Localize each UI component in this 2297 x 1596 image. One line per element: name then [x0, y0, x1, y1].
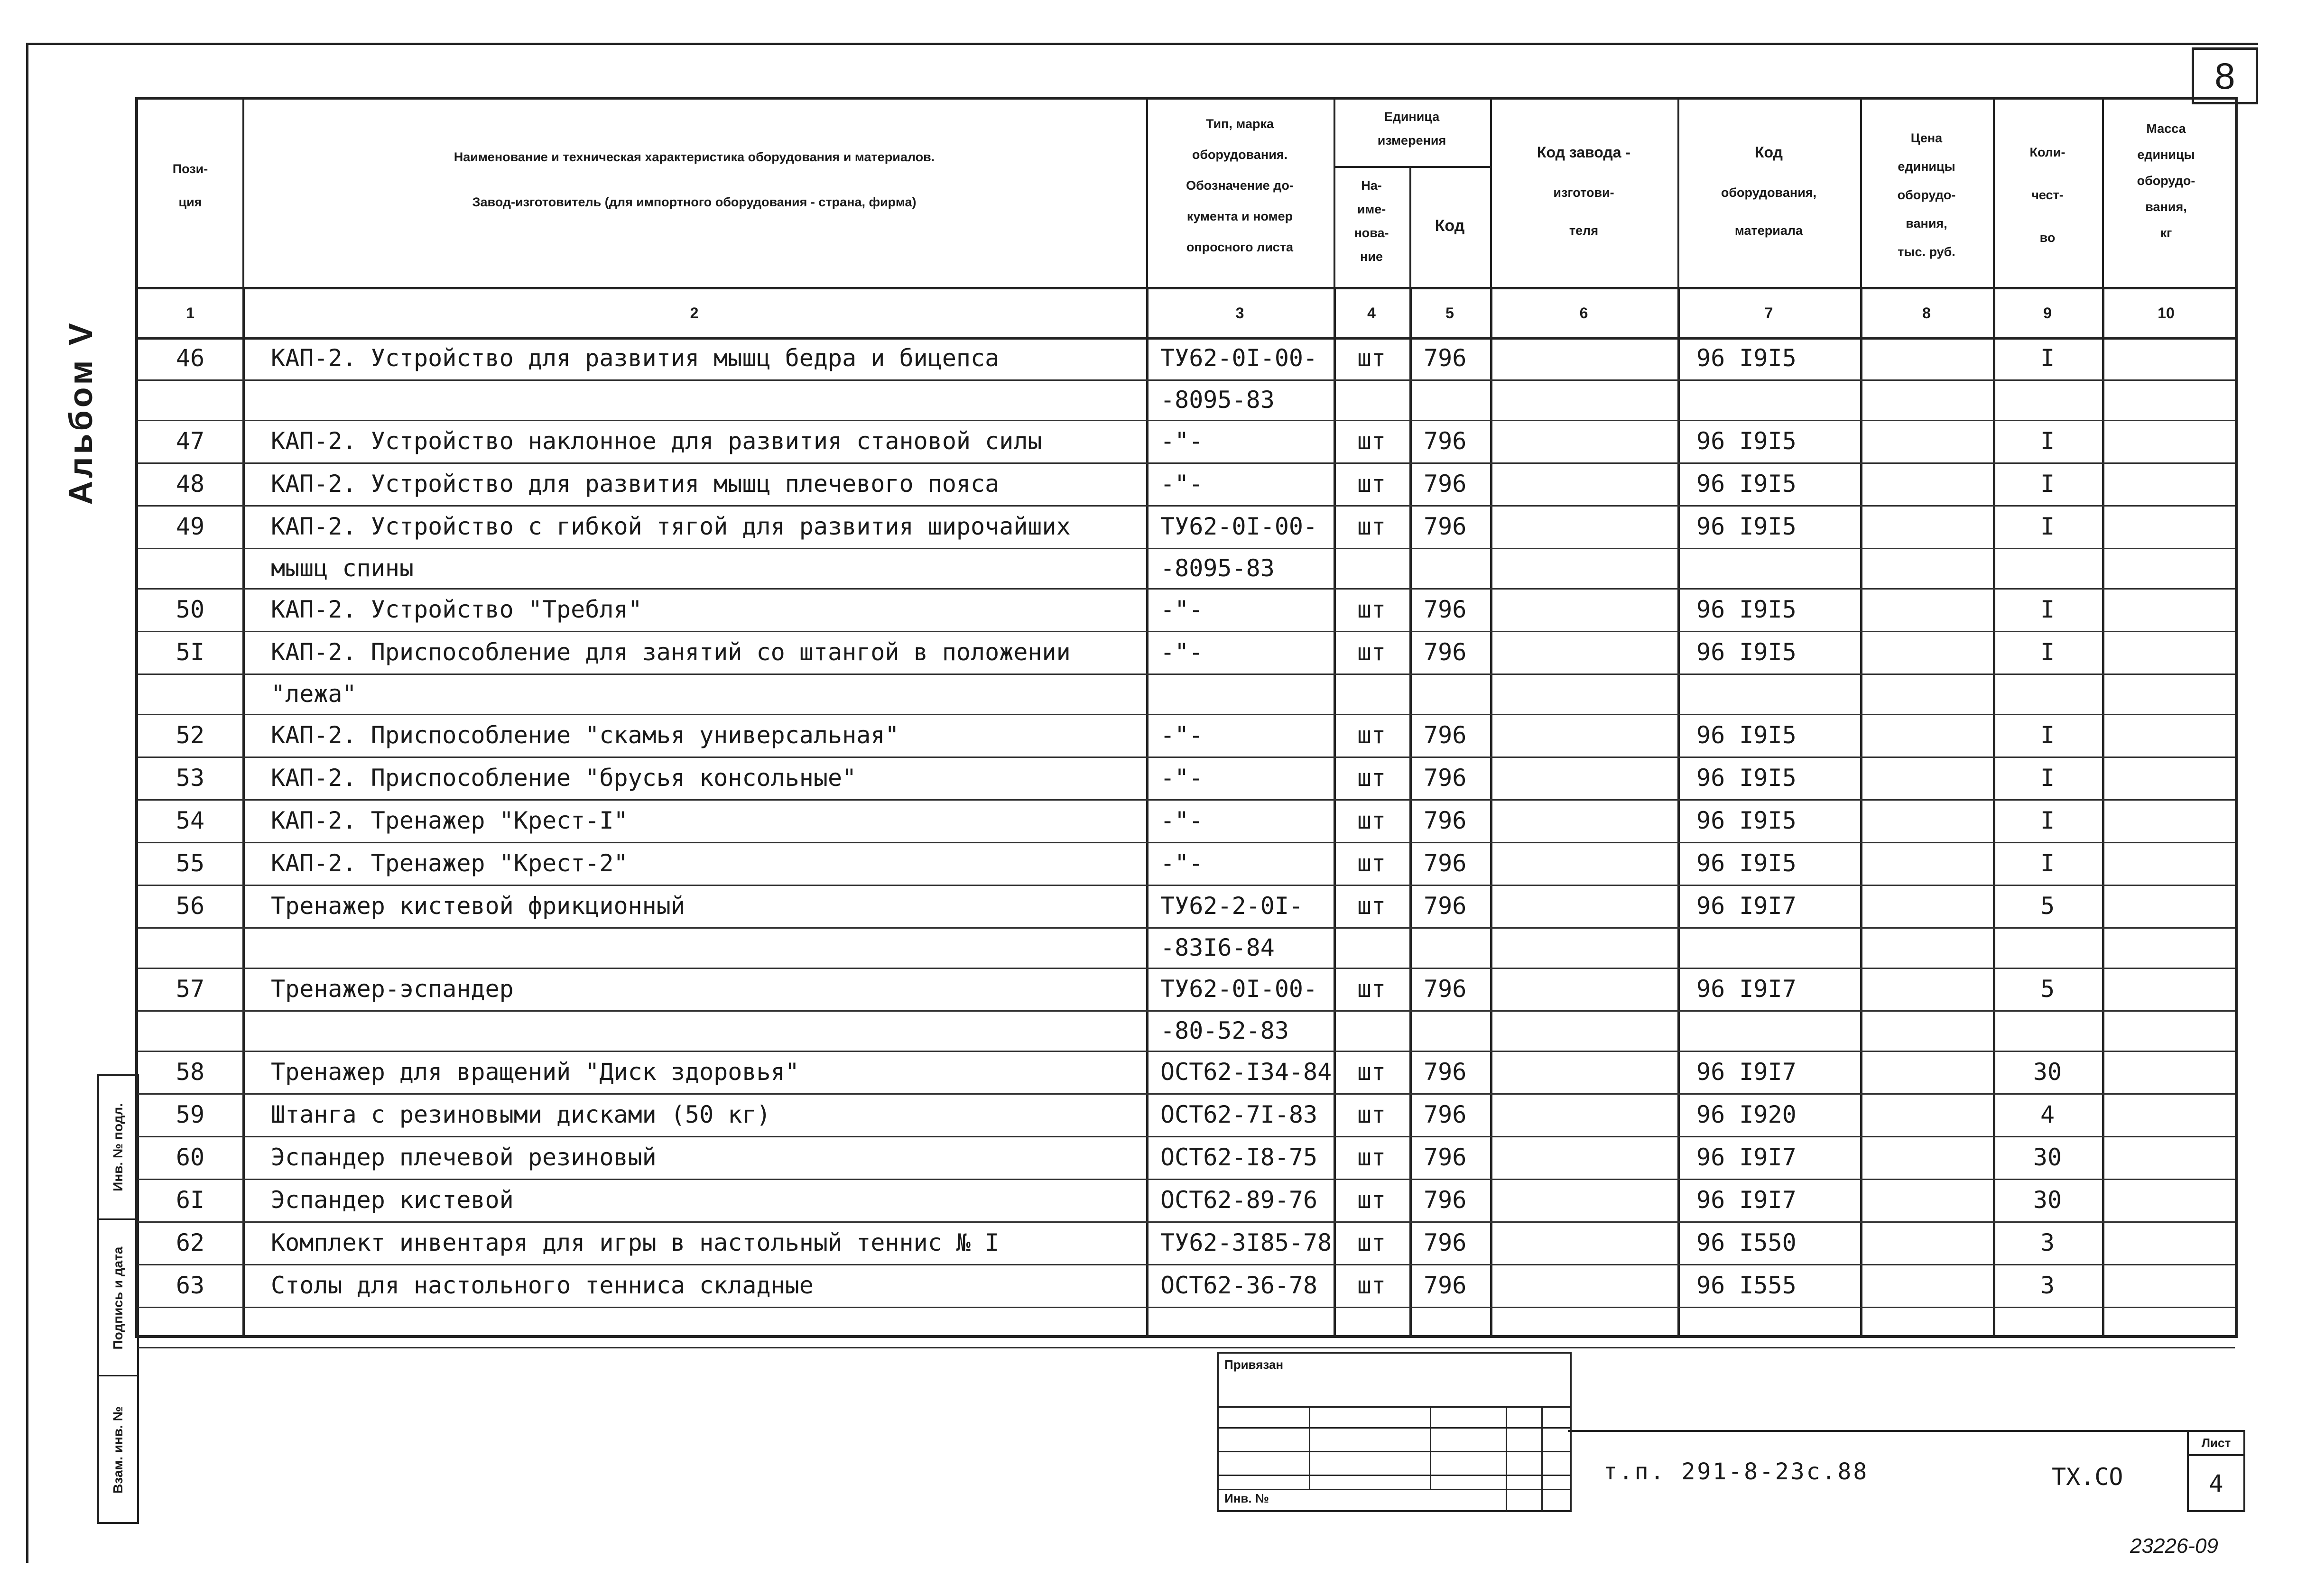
cell-code: 796: [1424, 975, 1467, 1003]
table-row: [138, 631, 2235, 675]
cell-pos: 5I: [176, 638, 205, 666]
cell-unit: шт: [1357, 975, 1386, 1003]
cell-pos: 55: [176, 849, 205, 877]
colnum-8: 8: [1922, 304, 1931, 322]
cell-unit: шт: [1357, 344, 1386, 372]
cell-unit: шт: [1357, 596, 1386, 623]
cell-code: [1409, 379, 1490, 420]
cell-name: Эспандер плечевой резиновый: [271, 1144, 657, 1171]
cell-eq: 96 I9I5: [1696, 638, 1797, 666]
cell-doc: -"-: [1160, 596, 1204, 623]
cell-qty: [1993, 379, 2102, 420]
cell-name: КАП-2. Устройство "Требля": [271, 596, 642, 623]
archive-number: 23226-09: [2130, 1534, 2218, 1558]
stamp-replaced-inv: Взам. инв. №: [99, 1375, 137, 1523]
cell-pos: 49: [176, 513, 205, 540]
cell-pos: 56: [176, 892, 205, 920]
cell-eq: 96 I9I5: [1696, 849, 1797, 877]
cell-pos: 46: [176, 344, 205, 372]
cell-name: Тренажер кистевой фрикционный: [271, 892, 685, 920]
colnum-5: 5: [1445, 304, 1454, 322]
sheet-value: 4: [2209, 1470, 2223, 1497]
cell-name: КАП-2. Приспособление для занятий со штангой в положении: [271, 638, 1071, 666]
cell-doc: ТУ62-0I-00-: [1160, 344, 1318, 372]
cell-eq: 96 I9I7: [1696, 975, 1797, 1003]
cell-doc: ОСТ62-I8-75: [1160, 1144, 1318, 1171]
stamp-inv-orig: Инв. № подл.: [111, 1103, 125, 1191]
cell-qty: 4: [2040, 1101, 2055, 1128]
cell-unit: [1334, 673, 1409, 714]
cell-name: КАП-2. Тренажер "Крест-2": [271, 849, 628, 877]
cell-code: 796: [1424, 849, 1467, 877]
cell-eq: 96 I9I5: [1696, 764, 1797, 792]
document-code: т.п. 291-8-23с.88: [1603, 1458, 1869, 1485]
cell-eq: 96 I9I5: [1696, 807, 1797, 834]
cell-doc: -"-: [1160, 470, 1204, 498]
table-row: [138, 337, 2235, 381]
table-row: [138, 756, 2235, 801]
cell-doc: ТУ62-0I-00-: [1160, 513, 1318, 540]
cell-code: [1409, 673, 1490, 714]
table-row: [138, 462, 2235, 507]
cell-eq: 96 I9I7: [1696, 1058, 1797, 1086]
header-col-3: Тип, марка оборудования. Обозначение до- кумента и номер опросного листа: [1146, 100, 1335, 287]
cell-eq: 96 I920: [1696, 1101, 1797, 1128]
cell-code: 796: [1424, 1144, 1467, 1171]
cell-doc: ТУ62-3I85-78: [1160, 1229, 1332, 1256]
table-row: [138, 1010, 2235, 1052]
cell-eq: 96 I9I7: [1696, 892, 1797, 920]
table-row: [138, 673, 2235, 715]
cell-qty: [1993, 1307, 2102, 1347]
cell-eq: [1677, 1307, 1860, 1347]
cell-pos: 57: [176, 975, 205, 1003]
cell-doc: [1146, 673, 1334, 714]
cell-pos: [138, 548, 242, 588]
cell-pos: [138, 927, 242, 968]
cell-pos: [138, 1307, 242, 1347]
cell-eq: 96 I9I7: [1696, 1144, 1797, 1171]
cell-unit: шт: [1357, 513, 1386, 540]
cell-eq: [1677, 1010, 1860, 1051]
cell-code: 796: [1424, 892, 1467, 920]
table-row: [138, 420, 2235, 464]
header-unit-group: Единица измерения: [1334, 100, 1492, 168]
cell-name: КАП-2. Устройство с гибкой тягой для развития широчайших: [271, 513, 1071, 540]
cell-unit: шт: [1357, 721, 1386, 749]
cell-code: 796: [1424, 638, 1467, 666]
cell-code: [1409, 548, 1490, 588]
cell-code: [1409, 1010, 1490, 1051]
cell-name: "лежа": [271, 680, 357, 708]
cell-doc: -"-: [1160, 764, 1204, 792]
cell-qty: I: [2040, 513, 2055, 540]
stamp-signature-date: Подпись и дата: [99, 1218, 137, 1376]
cell-qty: I: [2040, 596, 2055, 623]
header-col-2: Наименование и техническая характеристика оборудования и материалов. Завод-изготовитель (для импортного оборудования - страна, фирма): [242, 100, 1148, 287]
cell-qty: I: [2040, 427, 2055, 455]
cell-qty: [1993, 1010, 2102, 1051]
cell-code: [1409, 927, 1490, 968]
cell-name: Штанга с резиновыми дисками (50 кг): [271, 1101, 771, 1128]
colnum-10: 10: [2158, 304, 2175, 322]
table-row: [138, 505, 2235, 549]
cell-unit: шт: [1357, 427, 1386, 455]
cell-pos: 6I: [176, 1186, 205, 1214]
cell-name: [242, 1307, 1146, 1347]
cell-code: 796: [1424, 721, 1467, 749]
cell-doc: -8095-83: [1160, 386, 1275, 414]
colnum-4: 4: [1367, 304, 1376, 322]
album-label: Альбом V: [62, 320, 99, 505]
cell-pos: 58: [176, 1058, 205, 1086]
cell-unit: шт: [1357, 764, 1386, 792]
table-row: [138, 1136, 2235, 1180]
header-col-1: Пози- ция: [138, 100, 244, 287]
cell-name: Столы для настольного тенниса складные: [271, 1272, 814, 1299]
cell-doc: -"-: [1160, 807, 1204, 834]
header-col-8: Цена единицы оборудо- вания, тыс. руб.: [1860, 100, 1995, 287]
cell-qty: I: [2040, 807, 2055, 834]
cell-unit: шт: [1357, 1101, 1386, 1128]
cell-pos: 54: [176, 807, 205, 834]
cell-qty: I: [2040, 849, 2055, 877]
cell-unit: шт: [1357, 1229, 1386, 1256]
cell-qty: [1993, 548, 2102, 588]
header-col-9: Коли- чест- во: [1993, 100, 2104, 287]
cell-code: 796: [1424, 470, 1467, 498]
cell-qty: 3: [2040, 1229, 2055, 1256]
cell-qty: I: [2040, 721, 2055, 749]
cell-qty: [1993, 673, 2102, 714]
cell-code: [1409, 1307, 1490, 1347]
table-row: [138, 1093, 2235, 1137]
cell-unit: шт: [1357, 1144, 1386, 1171]
cell-unit: [1334, 379, 1409, 420]
cell-eq: 96 I555: [1696, 1272, 1797, 1299]
cell-eq: 96 I550: [1696, 1229, 1797, 1256]
cell-qty: 30: [2033, 1186, 2062, 1214]
cell-code: 796: [1424, 344, 1467, 372]
cell-eq: [1677, 379, 1860, 420]
sheet-number: 8: [2192, 47, 2258, 104]
cell-name: КАП-2. Устройство для развития мышц бедра и бицепса: [271, 344, 1000, 372]
cell-name: Эспандер кистевой: [271, 1186, 514, 1214]
cell-name: КАП-2. Устройство для развития мышц плечевого пояса: [271, 470, 1000, 498]
cell-name: КАП-2. Устройство наклонное для развития становой силы: [271, 427, 1042, 455]
cell-eq: 96 I9I5: [1696, 596, 1797, 623]
cell-pos: 63: [176, 1272, 205, 1299]
cell-code: 796: [1424, 596, 1467, 623]
cell-unit: [1334, 1010, 1409, 1051]
table-row: [138, 1221, 2235, 1265]
cell-doc: -"-: [1160, 721, 1204, 749]
cell-qty: 5: [2040, 892, 2055, 920]
header-col-10: Масса единицы оборудо- вания, кг: [2137, 121, 2195, 240]
colnum-9: 9: [2043, 304, 2052, 322]
cell-name: [242, 1010, 1146, 1051]
cell-pos: 47: [176, 427, 205, 455]
cell-pos: 59: [176, 1101, 205, 1128]
table-row: [138, 885, 2235, 929]
cell-unit: шт: [1357, 1058, 1386, 1086]
cell-eq: 96 I9I5: [1696, 427, 1797, 455]
cell-unit: шт: [1357, 1272, 1386, 1299]
cell-unit: шт: [1357, 849, 1386, 877]
colnum-7: 7: [1764, 304, 1773, 322]
cell-pos: [138, 379, 242, 420]
cell-name: [242, 927, 1146, 968]
cell-eq: 96 I9I5: [1696, 513, 1797, 540]
sheet-box: [2187, 1430, 2245, 1512]
cell-name: Тренажер для вращений "Диск здоровья": [271, 1058, 799, 1086]
cell-doc: ОСТ62-7I-83: [1160, 1101, 1318, 1128]
cell-name: [242, 379, 1146, 420]
colnum-3: 3: [1235, 304, 1244, 322]
cell-name: Комплект инвентаря для игры в настольный теннис № I: [271, 1229, 1000, 1256]
equipment-table: [135, 97, 2238, 1338]
cell-code: 796: [1424, 1229, 1467, 1256]
table-row: [138, 379, 2235, 421]
cell-pos: 52: [176, 721, 205, 749]
cell-pos: 50: [176, 596, 205, 623]
cell-pos: [138, 673, 242, 714]
cell-doc: -80-52-83: [1160, 1016, 1289, 1044]
table-row: [138, 714, 2235, 758]
cell-qty: 30: [2033, 1058, 2062, 1086]
column-number-row: [138, 287, 2235, 340]
table-row: [138, 1051, 2235, 1095]
cell-code: 796: [1424, 1101, 1467, 1128]
table-row: [138, 548, 2235, 590]
table-row: [138, 588, 2235, 632]
table-row: [138, 1179, 2235, 1223]
cell-eq: [1677, 673, 1860, 714]
cell-doc: -"-: [1160, 849, 1204, 877]
cell-pos: 48: [176, 470, 205, 498]
cell-unit: шт: [1357, 470, 1386, 498]
cell-code: 796: [1424, 513, 1467, 540]
cell-qty: 30: [2033, 1144, 2062, 1171]
cell-unit: [1334, 927, 1409, 968]
cell-qty: I: [2040, 344, 2055, 372]
cell-eq: 96 I9I7: [1696, 1186, 1797, 1214]
header-col-5: Код: [1409, 166, 1492, 287]
cell-code: 796: [1424, 1272, 1467, 1299]
title-block: Привязан Инв. №: [1217, 1352, 1572, 1512]
header-col-6: Код завода - изготови- теля: [1490, 100, 1679, 287]
cell-qty: I: [2040, 764, 2055, 792]
cell-pos: 62: [176, 1229, 205, 1256]
cell-doc: ОСТ62-89-76: [1160, 1186, 1318, 1214]
table-row: [138, 799, 2235, 843]
table-row: [138, 968, 2235, 1012]
cell-code: 796: [1424, 1058, 1467, 1086]
cell-doc: -"-: [1160, 427, 1204, 455]
cell-qty: I: [2040, 470, 2055, 498]
cell-code: 796: [1424, 427, 1467, 455]
cell-doc: ОСТ62-I34-84: [1160, 1058, 1332, 1086]
sheet-label: Лист: [2189, 1436, 2243, 1456]
cell-eq: 96 I9I5: [1696, 470, 1797, 498]
colnum-1: 1: [186, 304, 195, 322]
cell-name: Тренажер-эспандер: [271, 975, 514, 1003]
cell-doc: -"-: [1160, 638, 1204, 666]
cell-eq: [1677, 927, 1860, 968]
cell-qty: [1993, 927, 2102, 968]
cell-qty: 5: [2040, 975, 2055, 1003]
table-row: [138, 1264, 2235, 1308]
cell-doc: ОСТ62-36-78: [1160, 1272, 1318, 1299]
cell-doc: -8095-83: [1160, 554, 1275, 582]
cell-eq: 96 I9I5: [1696, 721, 1797, 749]
stamp-column: [97, 1074, 139, 1524]
cell-pos: [138, 1010, 242, 1051]
header-col-4: На- име- нова- ние: [1334, 166, 1411, 287]
cell-doc: ТУ62-0I-00-: [1160, 975, 1318, 1003]
cell-doc: ТУ62-2-0I-: [1160, 892, 1304, 920]
colnum-2: 2: [690, 304, 699, 322]
cell-unit: шт: [1357, 638, 1386, 666]
cell-name: мышц спины: [271, 554, 414, 582]
cell-unit: шт: [1357, 1186, 1386, 1214]
cell-qty: 3: [2040, 1272, 2055, 1299]
cell-unit: шт: [1357, 807, 1386, 834]
table-row: [138, 842, 2235, 886]
cell-name: КАП-2. Приспособление "брусья консольные": [271, 764, 857, 792]
cell-doc: -83I6-84: [1160, 933, 1275, 961]
cell-eq: [1677, 548, 1860, 588]
table-row: [138, 927, 2235, 969]
header-col-7: Код оборудования, материала: [1677, 100, 1862, 287]
cell-name: КАП-2. Приспособление "скамья универсальная": [271, 721, 899, 749]
cell-name: КАП-2. Тренажер "Крест-I": [271, 807, 628, 834]
cell-pos: 60: [176, 1144, 205, 1171]
cell-unit: [1334, 548, 1409, 588]
cell-unit: [1334, 1307, 1409, 1347]
cell-doc: [1146, 1307, 1334, 1347]
cell-qty: I: [2040, 638, 2055, 666]
cell-code: 796: [1424, 1186, 1467, 1214]
cell-pos: 53: [176, 764, 205, 792]
cell-code: 796: [1424, 764, 1467, 792]
cell-eq: 96 I9I5: [1696, 344, 1797, 372]
colnum-6: 6: [1579, 304, 1588, 322]
table-row: [138, 1307, 2235, 1348]
cell-code: 796: [1424, 807, 1467, 834]
section-code: ТХ.СО: [2052, 1463, 2123, 1491]
cell-unit: шт: [1357, 892, 1386, 920]
